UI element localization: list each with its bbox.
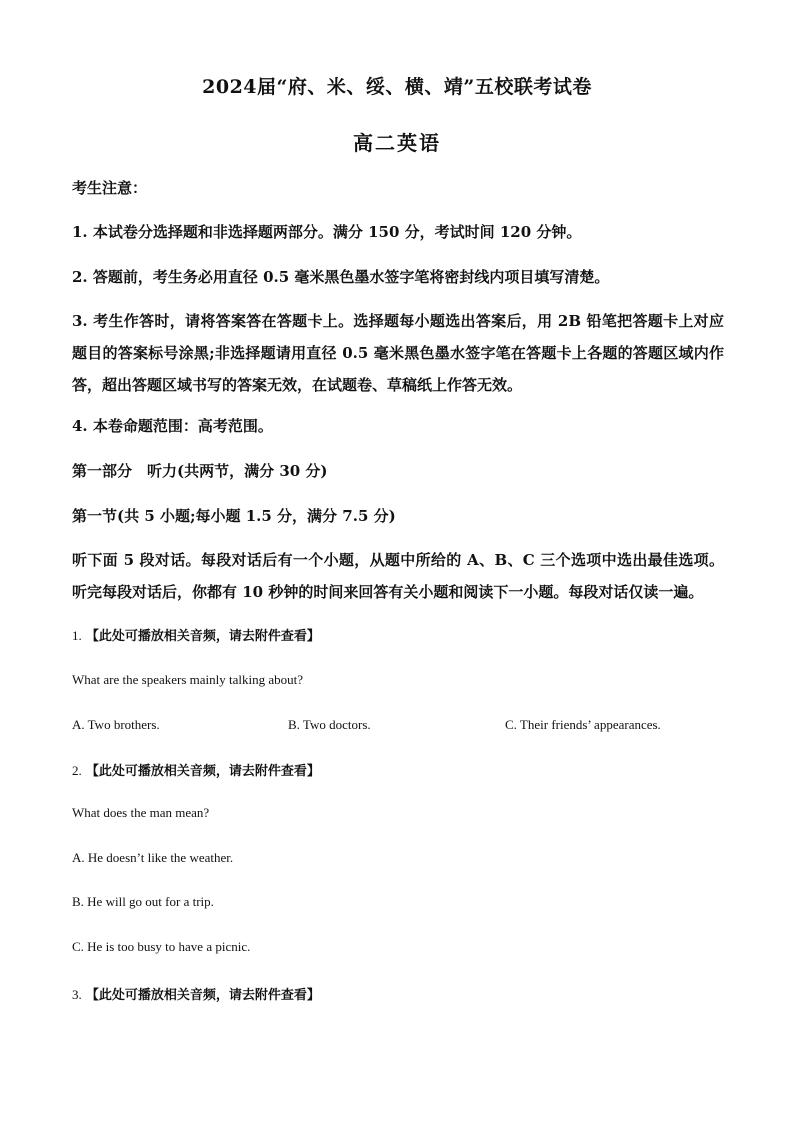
- audio-note[interactable]: 【此处可播放相关音频，请去附件查看】: [85, 988, 320, 1003]
- question-1-text: What are the speakers mainly talking about?: [72, 672, 304, 687]
- question-2-option-c[interactable]: C. He is too busy to have a picnic.: [72, 939, 251, 954]
- notice-item-2: 2. 答题前，考生务必用直径 0.5 毫米黑色墨水签字笔将密封线内项目填写清楚。: [72, 268, 610, 286]
- question-2-text: What does the man mean?: [72, 805, 210, 820]
- question-1-option-b[interactable]: B. Two doctors.: [288, 717, 371, 732]
- listening-instructions: 听下面 5 段对话。每段对话后有一个小题，从题中所给的 A、B、C 三个选项中选出最佳选项。听完每段对话后，你都有 10 秒钟的时间来回答有关小题和阅读下一小题。每段对话仅读一遍。: [72, 551, 724, 601]
- section1-title: 第一节(共 5 小题;每小题 1.5 分，满分 7.5 分): [72, 507, 396, 525]
- question-3-header: [72, 984, 320, 1003]
- audio-note[interactable]: 【此处可播放相关音频，请去附件查看】: [85, 764, 320, 779]
- exam-title: 2024届“府、米、绥、横、靖”五校联考试卷: [202, 76, 592, 98]
- subject-title: 高二英语: [353, 131, 441, 155]
- question-2-option-a[interactable]: A. He doesn’t like the weather.: [72, 850, 234, 865]
- question-1-option-a[interactable]: A. Two brothers.: [72, 717, 160, 732]
- notice-item-4: 4. 本卷命题范围：高考范围。: [72, 417, 273, 435]
- question-number: 2.: [72, 763, 82, 778]
- question-1-header: [72, 625, 320, 644]
- question-2-header: [72, 760, 320, 779]
- notice-item-1: 1. 本试卷分选择题和非选择题两部分。满分 150 分，考试时间 120 分钟。: [72, 223, 582, 241]
- question-1-option-c[interactable]: C. Their friends’ appearances.: [505, 717, 661, 732]
- notice-heading: 考生注意：: [72, 179, 148, 197]
- question-number: 1.: [72, 628, 82, 643]
- question-number: 3.: [72, 987, 82, 1002]
- audio-note[interactable]: 【此处可播放相关音频，请去附件查看】: [85, 629, 320, 644]
- question-2-option-b[interactable]: B. He will go out for a trip.: [72, 894, 214, 909]
- notice-item-3: 3. 考生作答时，请将答案答在答题卡上。选择题每小题选出答案后，用 2B 铅笔把答题卡上对应题目的答案标号涂黑;非选择题请用直径 0.5 毫米黑色墨水签字笔在答题卡上各题的答题区域内作答，超出答题区域书写的答案无效，在试题卷、草稿纸上作答无效。: [72, 312, 724, 394]
- part1-title: 第一部分 听力(共两节，满分 30 分): [72, 462, 328, 480]
